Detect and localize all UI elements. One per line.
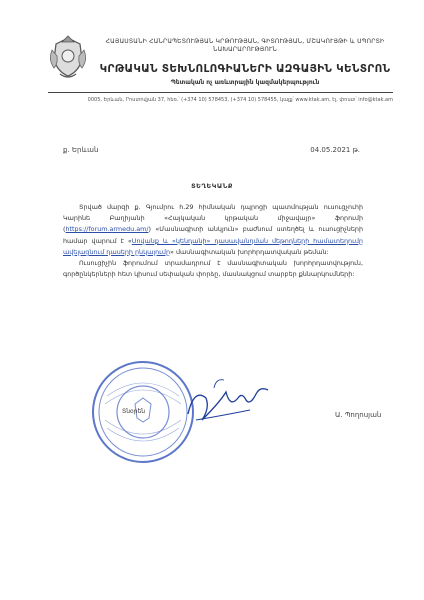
ministry-line-1: ՀԱՅԱՍՏԱՆԻ ՀԱՆՐԱՊԵՏՈՒԹՅԱՆ ԿՐԹՈՒԹՅԱՆ, ԳԻՏՈՒԹՅԱՆ, ՄՇԱԿՈՒՅԹԻ և ՍՊՈՐՏԻ [105, 38, 385, 45]
handwritten-signature-icon [180, 368, 280, 438]
paragraph-2: Ուսուցիչին ֆորումում տրամադրում է մասնագիտական խորհրդատվություն, գործընկերների հետ կիսում սեփական փորձը, մասնակցում տարբեր քննարկումների: [63, 259, 363, 279]
document-date: 04.05.2021 թ. [310, 146, 360, 154]
header-divider [48, 92, 393, 93]
stamp-label: Տնօրեն [122, 408, 146, 415]
organization-name: ԿՐԹԱԿԱՆ ՏԵԽՆՈԼՈԳԻԱՆԵՐԻ ԱԶԳԱՅԻՆ ԿԵՆՏՐՈՆ [99, 63, 391, 75]
paragraph-1-part-b: ) «Մասնագիտի անկյուն» բաժնում ստեղծել և ուսուցիչների համար վարում է « [63, 225, 363, 245]
document-body [63, 202, 363, 280]
document-title: ՏԵՂԵԿԱՆՔ [191, 182, 233, 190]
topic-link[interactable]: Սովանք և «կենդանի» դասավանդման մեթոդների համատեղումը ավելացնում դասերի ընկալումը [63, 236, 363, 256]
ministry-line-2: ՆԱԽԱՐԱՐՈՒԹՅՈՒՆ [213, 46, 277, 53]
city-label: ք. Երևան [63, 146, 99, 154]
forum-link[interactable]: https://forum.armedu.am/ [65, 225, 149, 234]
armenia-coat-of-arms-icon [48, 34, 88, 80]
paragraph-1 [63, 202, 363, 258]
contact-address: 0005, Երևան, Րոստովյան 37, հեռ.՝ (+374 10) 578453, (+374 10) 578455, կայք՝ www.ktak.am, էլ. փոստ՝ info@ktak.am [87, 97, 393, 103]
paragraph-1-part-a: Տրված մարզի ք. Գյումրու հ.29 հիմնական դպրոցի պատմության ուսուցչուհի Կարինե Բաղիյանի «Հայկական կրթական միջավայր» ֆորումի ( [63, 203, 363, 234]
ministry-name [100, 38, 390, 54]
organization-type: Պետական ոչ առևտրային կազմակերպություն [170, 79, 320, 86]
paragraph-1-part-c: » մասնագիտական խորհրդատվական թեման: [170, 247, 329, 256]
signer-name: Ա. Պողոսյան [335, 411, 382, 419]
